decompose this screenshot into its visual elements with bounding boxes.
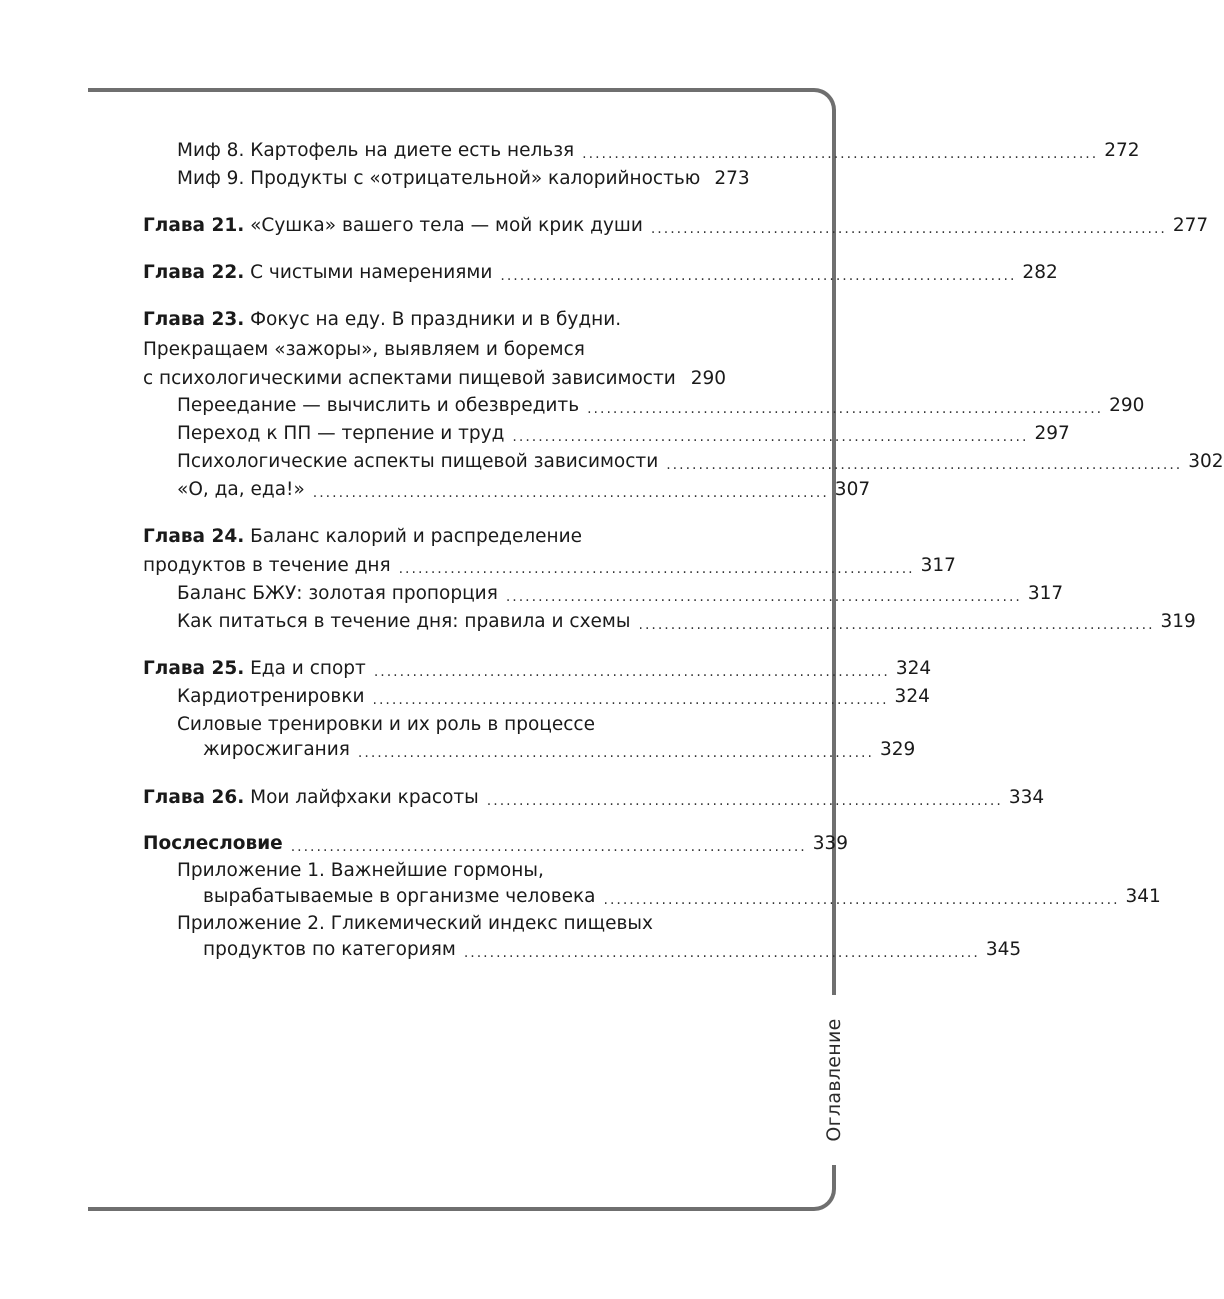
toc-entry-continuation[interactable]	[203, 884, 1161, 910]
toc-entry-title: Баланс БЖУ: золотая пропорция	[177, 583, 498, 604]
dot-leader: ................................................................................	[290, 839, 807, 855]
dot-leader: ................................................................................	[603, 892, 1120, 908]
dot-leader: ................................................................................	[486, 793, 1003, 809]
toc-entry-continuation	[143, 337, 726, 363]
toc-chapter-entry[interactable]	[143, 785, 1045, 811]
dot-leader: ................................................................................	[463, 945, 980, 961]
toc-entry-page: 273	[714, 168, 750, 189]
toc-entry-line[interactable]	[177, 858, 726, 884]
chapter-label: Глава 22.	[143, 262, 245, 283]
toc-chapter-entry-line[interactable]	[143, 524, 726, 550]
section-title-vertical: Оглавление	[823, 1018, 845, 1142]
toc-entry-continuation[interactable]	[143, 366, 726, 392]
toc-entry-page: 339	[812, 833, 849, 854]
dot-leader: ................................................................................	[582, 146, 1099, 162]
toc-entry-title: Переедание — вычислить и обезвредить	[177, 395, 580, 416]
dot-leader: ................................................................................	[357, 745, 874, 761]
toc-entry-page: 290	[1109, 395, 1145, 416]
toc-entry-page: 307	[834, 479, 871, 500]
dot-leader: ................................................................................	[500, 268, 1017, 284]
chapter-label: Глава 23.	[143, 309, 245, 330]
toc-entry-title: «О, да, еда!»	[177, 479, 305, 500]
toc-entry-page: 317	[1027, 583, 1064, 604]
toc-entry-title: Миф 8. Картофель на диете есть нельзя	[177, 140, 575, 161]
toc-entry-page: 324	[894, 686, 930, 707]
toc-entry-title: Силовые тренировки и их роль в процессе	[177, 714, 595, 735]
toc-entry[interactable]	[177, 138, 1140, 164]
dot-leader: ................................................................................	[398, 561, 915, 577]
toc-entry[interactable]	[177, 449, 1224, 475]
toc-entry-continuation[interactable]	[143, 553, 956, 579]
afterword-label: Послесловие	[143, 833, 283, 854]
toc-entry-page: 290	[690, 368, 726, 389]
toc-afterword-entry[interactable]	[143, 831, 849, 857]
toc-entry[interactable]	[177, 421, 1070, 447]
toc-chapter-entry[interactable]	[143, 213, 1209, 239]
toc-entry-title: Фокус на еду. В праздники и в будни.	[244, 309, 622, 330]
chapter-label: Глава 21.	[143, 215, 245, 236]
chapter-label: Глава 25.	[143, 658, 245, 679]
toc-entry[interactable]	[177, 477, 871, 503]
toc-entry-title: вырабатываемые в организме человека	[203, 886, 596, 907]
toc-entry-title: продуктов в течение дня	[143, 555, 391, 576]
toc-entry-page: 282	[1022, 262, 1058, 283]
toc-entry-page: 324	[895, 658, 932, 679]
toc-entry-title: Приложение 1. Важнейшие гормоны,	[177, 860, 544, 881]
toc-entry-title: Еда и спорт	[244, 658, 366, 679]
toc-entry-title: Как питаться в течение дня: правила и схемы	[177, 611, 631, 632]
dot-leader: ................................................................................	[587, 401, 1104, 417]
toc-entry-title: Миф 9. Продукты с «отрицательной» калорийностью	[177, 168, 701, 189]
toc-entry-page: 319	[1160, 611, 1196, 632]
toc-entry-page: 345	[985, 939, 1022, 960]
toc-chapter-entry[interactable]	[143, 656, 932, 682]
toc-entry-title: с психологическими аспектами пищевой зависимости	[143, 368, 676, 389]
dot-leader: ................................................................................	[650, 221, 1167, 237]
toc-entry-line[interactable]	[177, 712, 726, 738]
dot-leader: ................................................................................	[373, 664, 890, 680]
toc-entry-page: 302	[1188, 451, 1224, 472]
chapter-label: Глава 26.	[143, 787, 245, 808]
dot-leader: ................................................................................	[638, 617, 1155, 633]
toc-entry-title: Переход к ПП — терпение и труд	[177, 423, 505, 444]
toc-entry-title: Кардиотренировки	[177, 686, 365, 707]
toc-entry-title: Психологические аспекты пищевой зависимости	[177, 451, 659, 472]
toc-entry[interactable]	[177, 393, 1145, 419]
toc-entry[interactable]	[177, 166, 750, 192]
toc-entry[interactable]	[177, 684, 930, 710]
toc-entry-title: продуктов по категориям	[203, 939, 456, 960]
toc-entry-title: Приложение 2. Гликемический индекс пищевых	[177, 913, 653, 934]
dot-leader: ................................................................................	[372, 692, 889, 708]
dot-leader: ................................................................................	[505, 589, 1022, 605]
toc-chapter-entry[interactable]	[143, 260, 1058, 286]
toc-entry-title: С чистыми намерениями	[244, 262, 493, 283]
toc-entry-continuation[interactable]	[203, 937, 1022, 963]
toc-entry-title: Прекращаем «зажоры», выявляем и боремся	[143, 339, 585, 360]
toc-entry-title: Баланс калорий и распределение	[244, 526, 583, 547]
toc-entry-title: Мои лайфхаки красоты	[244, 787, 479, 808]
toc-entry[interactable]	[177, 609, 1196, 635]
dot-leader: ................................................................................	[312, 485, 829, 501]
toc-entry-page: 341	[1125, 886, 1161, 907]
toc-entry-page: 277	[1172, 215, 1209, 236]
toc-entry-line[interactable]	[177, 911, 726, 937]
dot-leader	[684, 372, 685, 392]
toc-entry[interactable]	[177, 581, 1064, 607]
chapter-label: Глава 24.	[143, 526, 245, 547]
toc-entry-title: жиросжигания	[203, 739, 350, 760]
toc-chapter-entry-line[interactable]	[143, 307, 726, 333]
toc-entry-title: «Сушка» вашего тела — мой крик души	[244, 215, 643, 236]
toc-entry-continuation[interactable]	[203, 737, 916, 763]
dot-leader: ................................................................................	[666, 457, 1183, 473]
toc-entry-page: 317	[920, 555, 956, 576]
toc-entry-page: 297	[1034, 423, 1070, 444]
toc-entry-page: 334	[1008, 787, 1045, 808]
toc-entry-page: 272	[1104, 140, 1140, 161]
dot-leader: ................................................................................	[512, 429, 1029, 445]
toc-entry-page: 329	[879, 739, 916, 760]
